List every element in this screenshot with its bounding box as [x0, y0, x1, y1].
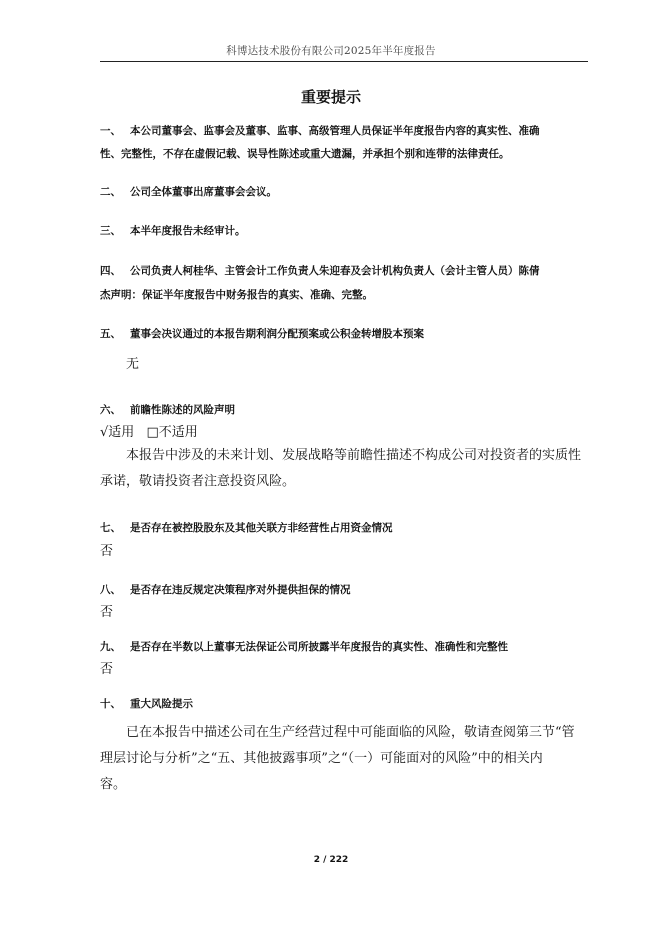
- item-9-answer: 否: [100, 662, 114, 677]
- item-6-heading: 六、 前瞻性陈述的风险声明: [100, 404, 235, 416]
- page-number: 2 / 222: [313, 855, 349, 865]
- item-8-answer: 否: [100, 605, 114, 620]
- running-header: 科博达技术股份有限公司2025年半年度报告: [226, 45, 436, 57]
- item-10-heading: 十、 重大风险提示: [100, 698, 193, 710]
- item-5-answer: 无: [126, 357, 140, 372]
- item-1-line-1: 一、 本公司董事会、监事会及董事、监事、高级管理人员保证半年度报告内容的真实性、准确: [100, 125, 540, 137]
- item-10-body-line-3: 容。: [100, 777, 127, 792]
- checkbox-applicable: √适用: [100, 425, 135, 440]
- item-5-heading: 五、 董事会决议通过的本报告期利润分配预案或公积金转增股本预案: [100, 328, 424, 340]
- item-8-heading: 八、 是否存在违反规定决策程序对外提供担保的情况: [100, 584, 351, 596]
- item-3: 三、 本半年度报告未经审计。: [100, 225, 246, 237]
- item-10-body-line-2: 理层讨论与分析”之“五、其他披露事项”之“（一）可能面对的风险”中的相关内: [100, 751, 543, 766]
- item-4-line-1: 四、 公司负责人柯桂华、主管会计工作负责人朱迎春及会计机构负责人（会计主管人员）陈倩: [100, 265, 540, 277]
- page-title: 重要提示: [300, 88, 361, 106]
- item-7-heading: 七、 是否存在被控股股东及其他关联方非经营性占用资金情况: [100, 522, 393, 534]
- item-1-line-2: 性、完整性，不存在虚假记载、误导性陈述或重大遗漏，并承担个别和连带的法律责任。: [100, 148, 510, 160]
- header-rule: [100, 61, 588, 62]
- item-6-body-line-1: 本报告中涉及的未来计划、发展战略等前瞻性描述不构成公司对投资者的实质性: [126, 448, 582, 463]
- item-4-line-2: 杰声明：保证半年度报告中财务报告的真实、准确、完整。: [100, 289, 373, 301]
- item-6-body-line-2: 承诺，敬请投资者注意投资风险。: [100, 474, 296, 489]
- item-10-body-line-1: 已在本报告中描述公司在生产经营过程中可能面临的风险，敬请查阅第三节“管: [126, 725, 575, 740]
- checkbox-not-applicable: □不适用: [146, 425, 198, 440]
- item-2: 二、 公司全体董事出席董事会会议。: [100, 186, 277, 198]
- item-9-heading: 九、 是否存在半数以上董事无法保证公司所披露半年度报告的真实性、准确性和完整性: [100, 641, 508, 653]
- item-7-answer: 否: [100, 544, 114, 559]
